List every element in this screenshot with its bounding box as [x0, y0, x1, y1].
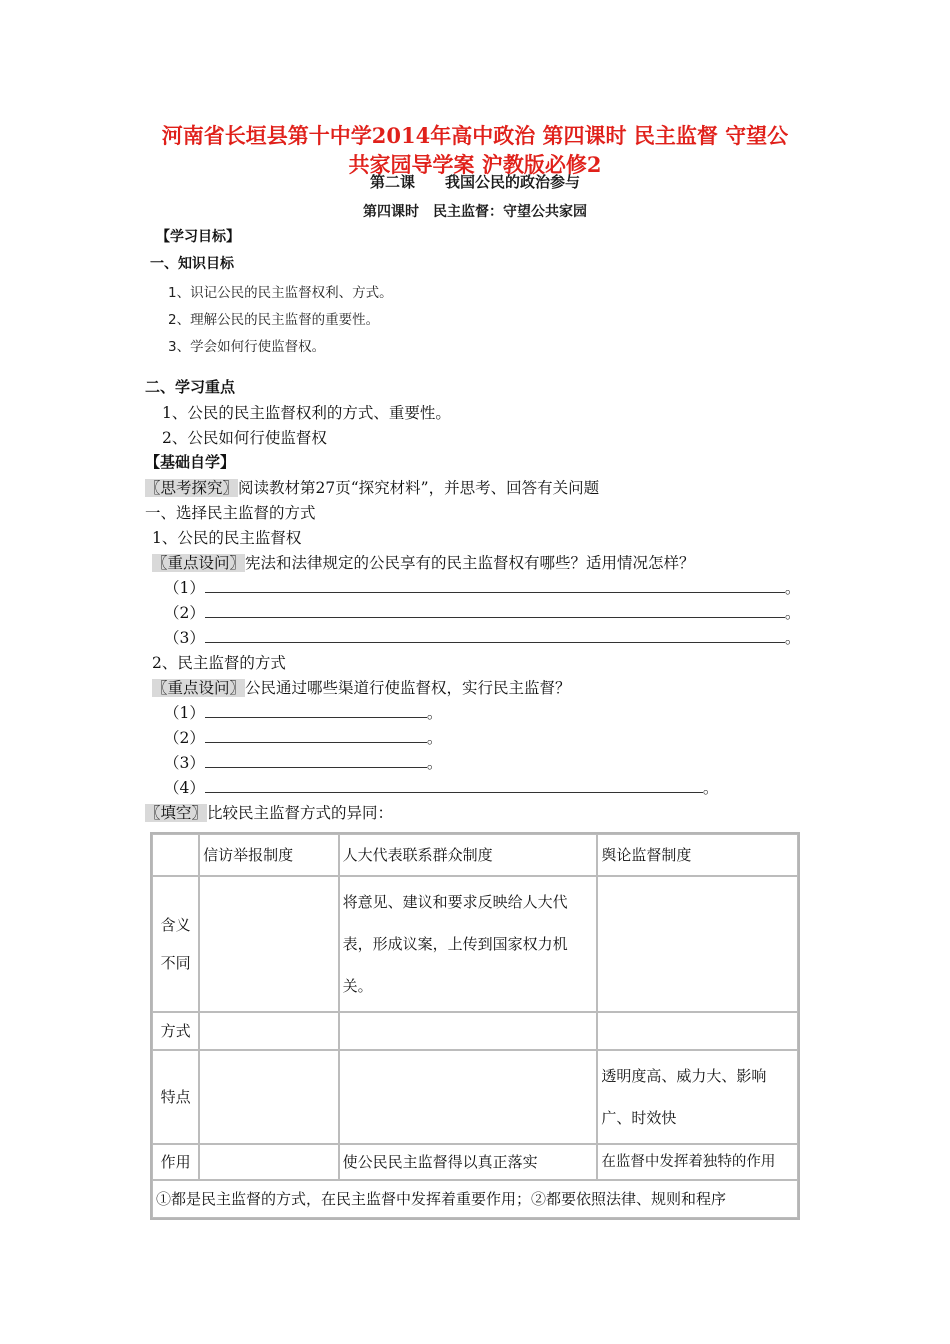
table-cell[interactable]: 在监督中发挥着独特的作用: [597, 1144, 798, 1180]
table-cell[interactable]: [339, 1050, 598, 1144]
table-header-row: [152, 834, 798, 876]
table-cell[interactable]: [339, 1012, 598, 1050]
table-row: [152, 1144, 798, 1180]
blank-label: （3）: [164, 629, 205, 647]
end-mark: 。: [784, 579, 801, 597]
end-mark: 。: [702, 779, 719, 797]
end-mark: 。: [426, 754, 443, 772]
question-text: 宪法和法律规定的公民享有的民主监督权有哪些？适用情况怎样？: [245, 554, 695, 572]
question-one: [152, 551, 695, 573]
question-tag: 〖重点设问〗: [152, 554, 246, 572]
fill-tag: 〖填空〗: [145, 804, 208, 822]
self-study-heading: 【基础自学】: [145, 453, 236, 471]
blank-label: （1）: [164, 704, 205, 722]
end-mark: 。: [784, 604, 801, 622]
table-row: [152, 1012, 798, 1050]
table-footer-row: [152, 1180, 798, 1218]
answer-line[interactable]: [205, 703, 427, 718]
key-points-heading: 二、学习重点: [145, 378, 236, 396]
question-two: [152, 676, 571, 698]
objective-item: 3、学会如何行使监督权。: [168, 339, 326, 355]
question-tag: 〖重点设问〗: [152, 679, 246, 697]
knowledge-heading: 一、知识目标: [150, 256, 234, 272]
blank-label: （2）: [164, 604, 205, 622]
answer-line[interactable]: [205, 578, 785, 593]
answer-line[interactable]: [205, 778, 703, 793]
row-label: 方式: [152, 1012, 199, 1050]
header-cell: 人大代表联系群众制度: [339, 834, 598, 876]
answer-line[interactable]: [205, 753, 427, 768]
answer-blank-row: [164, 701, 442, 723]
think-tag: 〖思考探究〗: [145, 479, 239, 497]
table-row: [152, 1050, 798, 1144]
comparison-table: [150, 832, 800, 1220]
end-mark: 。: [784, 629, 801, 647]
header-cell: 信访举报制度: [199, 834, 338, 876]
row-label: 作用: [152, 1144, 199, 1180]
document-title-line2: 共家园导学案 沪教版必修2: [348, 152, 602, 177]
blank-label: （2）: [164, 729, 205, 747]
section-one-heading: 一、选择民主监督的方式: [145, 504, 316, 522]
table-cell[interactable]: [597, 1012, 798, 1050]
end-mark: 。: [426, 729, 443, 747]
row-label: 含义不同: [152, 876, 199, 1012]
subsection-two: 2、民主监督的方式: [152, 654, 286, 672]
table-row: [152, 876, 798, 1012]
answer-blank-row: [164, 626, 800, 648]
table-cell[interactable]: [199, 876, 338, 1012]
header-cell: [152, 834, 199, 876]
table-cell[interactable]: [199, 1144, 338, 1180]
answer-blank-row: [164, 726, 442, 748]
answer-line[interactable]: [205, 603, 785, 618]
answer-blank-row: [164, 576, 800, 598]
answer-blank-row: [164, 601, 800, 623]
lesson-unit: 第二课 我国公民的政治参与: [369, 173, 580, 191]
table-cell[interactable]: [597, 876, 798, 1012]
table-cell[interactable]: 使公民民主监督得以真正落实: [339, 1144, 598, 1180]
fill-text: 比较民主监督方式的异同：: [207, 804, 394, 822]
header-cell: 舆论监督制度: [597, 834, 798, 876]
blank-label: （4）: [164, 779, 205, 797]
answer-line[interactable]: [205, 728, 427, 743]
blank-label: （3）: [164, 754, 205, 772]
answer-blank-row: [164, 776, 718, 798]
document-title-line1: 河南省长垣县第十中学2014年高中政治 第四课时 民主监督 守望公: [161, 123, 789, 148]
row-label: 特点: [152, 1050, 199, 1144]
table-cell[interactable]: [199, 1050, 338, 1144]
think-text: 阅读教材第27页“探究材料”，并思考、回答有关问题: [238, 479, 600, 497]
objective-item: 2、理解公民的民主监督的重要性。: [168, 312, 380, 328]
lesson-period: 第四课时 民主监督：守望公共家园: [363, 204, 587, 220]
objectives-heading: 【学习目标】: [156, 229, 240, 245]
question-text: 公民通过哪些渠道行使监督权，实行民主监督？: [245, 679, 571, 697]
end-mark: 。: [426, 704, 443, 722]
table-cell[interactable]: [199, 1012, 338, 1050]
think-explore: [145, 476, 599, 498]
objective-item: 1、识记公民的民主监督权利、方式。: [168, 285, 393, 301]
blank-label: （1）: [164, 579, 205, 597]
fill-in-instruction: [145, 801, 393, 823]
key-point-item: 1、公民的民主监督权利的方式、重要性。: [162, 404, 451, 422]
answer-line[interactable]: [205, 628, 785, 643]
answer-blank-row: [164, 751, 442, 773]
table-footer-cell: ①都是民主监督的方式，在民主监督中发挥着重要作用；②都要依照法律、规则和程序: [152, 1180, 798, 1218]
key-point-item: 2、公民如何行使监督权: [162, 429, 327, 447]
subsection-one: 1、公民的民主监督权: [152, 529, 302, 547]
table-cell[interactable]: 透明度高、威力大、影响广、时效快: [597, 1050, 798, 1144]
table-cell[interactable]: 将意见、建议和要求反映给人大代表，形成议案，上传到国家权力机关。: [339, 876, 598, 1012]
